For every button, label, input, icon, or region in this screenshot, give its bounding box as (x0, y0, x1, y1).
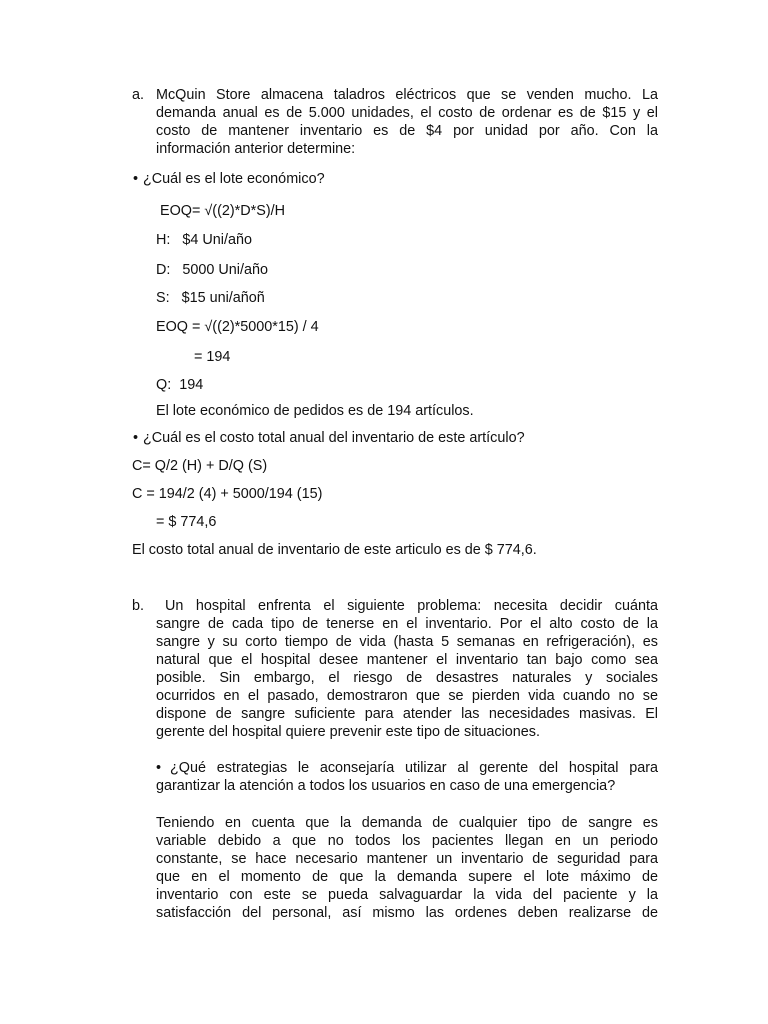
bullet-icon: • (156, 760, 162, 776)
question-line: garantizar la atención a todos los usuarios en caso de una emergencia? (156, 778, 616, 794)
intro-line: demanda anual es de 5.000 unidades, el costo de ordenar es de $15 y el (156, 105, 658, 121)
section-b (0, 590, 768, 930)
answer-line: que en el momento de que la demanda supere el lote máximo de (156, 869, 658, 885)
order-cost: S: $15 uni/añoñ (156, 290, 265, 306)
lote-conclusion: El lote económico de pedidos es de 194 artículos. (156, 403, 474, 419)
section-b-answer (156, 814, 658, 922)
intro-line: información anterior determine: (156, 141, 356, 157)
cost-result: = $ 774,6 (156, 514, 217, 530)
eoq-formula: EOQ= √((2)*D*S)/H (160, 203, 286, 219)
section-b-question (156, 759, 658, 795)
cost-formula: C= Q/2 (H) + D/Q (S) (132, 458, 268, 474)
holding-cost: H: $4 Uni/año (156, 232, 252, 248)
intro-line: sangre y su corto tiempo de vida (hasta 5 semanas en refrigeración), es (156, 634, 658, 650)
answer-line: Teniendo en cuenta que la demanda de cualquier tipo de sangre es (156, 815, 658, 831)
answer-line: satisfacción del personal, así mismo las ordenes deben realizarse de (156, 905, 658, 921)
intro-line: McQuin Store almacena taladros eléctricos que se venden mucho. La (156, 87, 658, 103)
answer-line: inventario con este se pueda salvaguardar la vida del paciente y la (156, 887, 658, 903)
intro-line: costo de mantener inventario es de $4 por unidad por año. Con la (156, 123, 658, 139)
section-a-intro (156, 86, 658, 158)
cost-conclusion: El costo total anual de inventario de este articulo es de $ 774,6. (132, 542, 537, 558)
intro-line: ocurridos en el pasado, demostraron que se pierden vida cuando no se (156, 688, 658, 704)
q-value: Q: 194 (156, 377, 204, 393)
section-b-intro (156, 597, 658, 741)
section-a-marker: a. (132, 87, 145, 103)
answer-line: constante, se hace necesario mantener un inventario de seguridad para (156, 851, 658, 867)
intro-line: natural que el hospital desee mantener el inventario tan bajo como sea (156, 652, 658, 668)
intro-line: sangre de cada tipo de tenerse en el inventario. Por el alto costo de la (156, 616, 658, 632)
answer-line: variable debido a que no todos los pacientes llegan en un periodo (156, 833, 658, 849)
bullet-icon: • (133, 171, 139, 187)
section-b-marker: b. (132, 598, 145, 614)
intro-line: dispone de sangre suficiente para atender las necesidades masivas. El (156, 706, 658, 722)
question-1: ¿Cuál es el lote económico? (143, 171, 325, 187)
eoq-result: = 194 (194, 349, 231, 365)
intro-line: Un hospital enfrenta el siguiente problema: necesita decidir cuánta (165, 598, 658, 614)
eoq-calculation: EOQ = √((2)*5000*15) / 4 (156, 319, 319, 335)
bullet-icon: • (133, 430, 139, 446)
intro-line: gerente del hospital quiere prevenir este tipo de situaciones. (156, 724, 540, 740)
annual-demand: D: 5000 Uni/año (156, 262, 268, 278)
intro-line: posible. Sin embargo, el riesgo de desastres naturales y sociales (156, 670, 658, 686)
cost-calculation: C = 194/2 (4) + 5000/194 (15) (132, 486, 323, 502)
question-line: ¿Qué estrategias le aconsejaría utilizar al gerente del hospital para (170, 760, 658, 776)
question-2: ¿Cuál es el costo total anual del inventario de este artículo? (143, 430, 525, 446)
